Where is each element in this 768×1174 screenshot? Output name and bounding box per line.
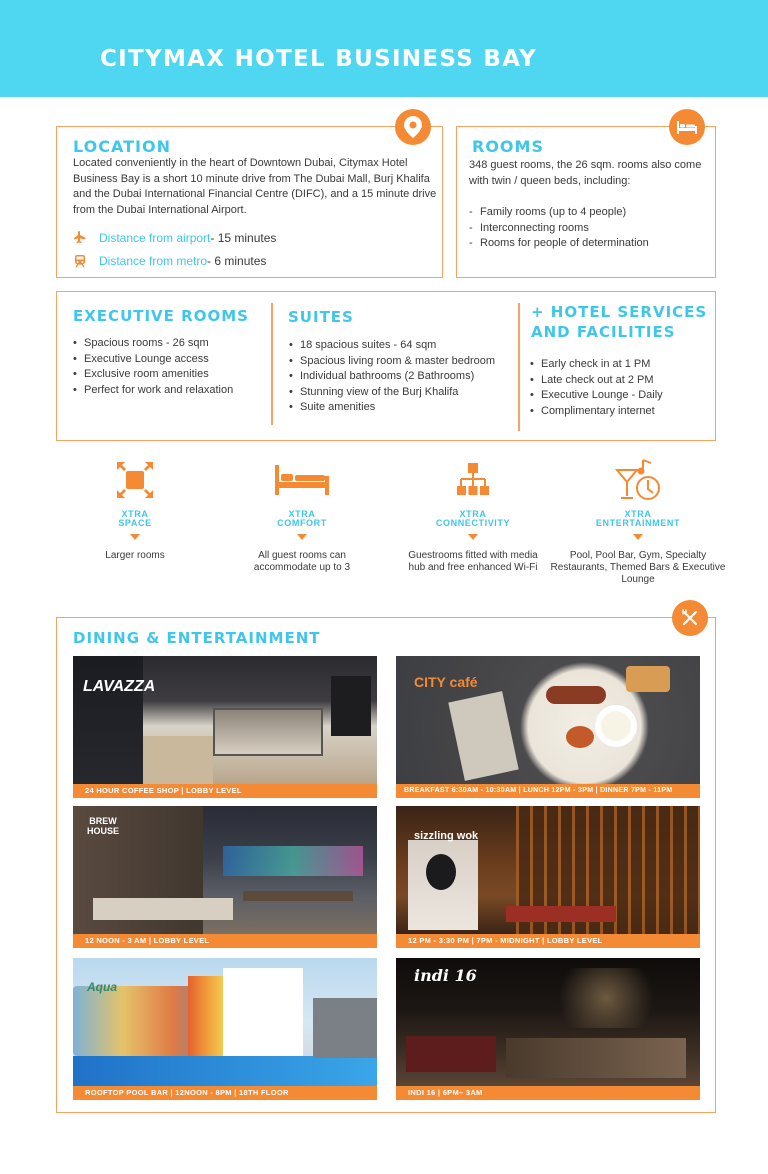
venue-brand: Aqua [87, 980, 117, 994]
venue-brand: indi 16 [414, 966, 477, 985]
venue-photo [396, 806, 700, 934]
services-title-line2: AND FACILITIES [531, 323, 676, 341]
metro-distance-value: - 6 minutes [207, 254, 267, 268]
triangle-marker [130, 534, 140, 540]
feature-title: XTRA [121, 509, 149, 519]
venue-card-indi-16 [396, 958, 700, 1100]
rooms-title: ROOMS [472, 137, 544, 156]
feature-xtra-entertainment [548, 460, 728, 586]
venue-brand: sizzling wok [414, 830, 479, 842]
list-item: • Perfect for work and relaxation [73, 383, 233, 399]
venue-brand: CITY café [414, 674, 478, 690]
venue-card-brew-house [73, 806, 377, 948]
list-item: - Family rooms (up to 4 people) [469, 205, 649, 221]
list-item: • Spacious rooms - 26 sqm [73, 336, 233, 352]
venue-card-aqua [73, 958, 377, 1100]
expand-icon [115, 460, 155, 505]
services-list [530, 357, 663, 419]
plane-icon [73, 231, 87, 245]
metro-distance-label: Distance from metro [99, 254, 208, 268]
cocktail-music-icon [613, 458, 663, 507]
list-item: • Executive Lounge access [73, 352, 233, 368]
venue-card-city-cafe [396, 656, 700, 798]
page-title: CITYMAX HOTEL BUSINESS BAY [100, 46, 538, 72]
airport-distance [73, 231, 276, 245]
divider [271, 303, 273, 425]
divider [518, 303, 520, 431]
metro-distance [73, 254, 266, 268]
feature-title: XTRA [624, 509, 652, 519]
venue-photo [73, 656, 377, 784]
list-item: - Rooms for people of determination [469, 236, 649, 252]
services-title-line1: + HOTEL SERVICES [531, 303, 708, 321]
feature-desc: All guest rooms can accommodate up to 3 [253, 550, 351, 573]
venue-card-sizzling-wok [396, 806, 700, 948]
venue-caption: 24 HOUR COFFEE SHOP | LOBBY LEVEL [73, 784, 377, 798]
list-item: • Exclusive room amenities [73, 367, 233, 383]
triangle-marker [468, 534, 478, 540]
location-text: Located conveniently in the heart of Downtown Dubai, Citymax Hotel Business Bay is a short 10 minute drive from The Dubai Mall, Burj Khalifa and the Dubai International Financial Centre (DIFC), and a 15 minute drive from the Dubai International Airport. [73, 157, 437, 216]
rooms-list [469, 205, 649, 252]
cutlery-icon [672, 600, 708, 636]
feature-title: COMFORT [277, 518, 327, 528]
list-item: - Interconnecting rooms [469, 221, 649, 237]
venue-caption: 12 NOON - 3 AM | LOBBY LEVEL [73, 934, 377, 948]
list-item: • Individual bathrooms (2 Bathrooms) [289, 369, 495, 385]
list-item: • Complimentary internet [530, 404, 663, 420]
venue-brand: BREW HOUSE [86, 816, 119, 836]
suites-list [289, 338, 495, 416]
feature-desc: Guestrooms fitted with media hub and free enhanced Wi-Fi [408, 550, 538, 573]
feature-title: SPACE [118, 518, 152, 528]
feature-title: ENTERTAINMENT [595, 518, 681, 528]
venue-card-coffee-shop [73, 656, 377, 798]
executive-title: EXECUTIVE ROOMS [73, 307, 249, 325]
train-icon [73, 254, 87, 268]
list-item: • Spacious living room & master bedroom [289, 354, 495, 370]
rooms-text: 348 guest rooms, the 26 sqm. rooms also come with twin / queen beds, including: [469, 159, 702, 187]
list-item: • Late check out at 2 PM [530, 373, 663, 389]
suites-title: SUITES [288, 308, 354, 326]
dining-title: DINING & ENTERTAINMENT [73, 629, 321, 647]
list-item: • 18 spacious suites - 64 sqm [289, 338, 495, 354]
network-icon [457, 463, 489, 502]
feature-desc: Pool, Pool Bar, Gym, Specialty Restaurants, Themed Bars & Executive Lounge [550, 550, 726, 585]
triangle-marker [297, 534, 307, 540]
list-item: • Suite amenities [289, 400, 495, 416]
map-pin-icon [395, 109, 431, 145]
feature-xtra-comfort [212, 460, 392, 574]
list-item: • Executive Lounge - Daily [530, 388, 663, 404]
bed-icon [274, 464, 330, 501]
airport-distance-label: Distance from airport [99, 231, 211, 245]
venue-caption: INDI 16 | 6PM– 3AM [396, 1086, 700, 1100]
feature-title: XTRA [288, 509, 316, 519]
venue-caption: 12 PM - 3:30 PM | 7PM - MIDNIGHT | LOBBY LEVEL [396, 934, 700, 948]
triangle-marker [633, 534, 643, 540]
venue-caption: BREAKFAST 6:30AM - 10:30AM | LUNCH 12PM - 3PM | DINNER 7PM - 11PM [396, 784, 700, 798]
venue-brand: LAVAZZA [83, 678, 156, 695]
list-item: • Early check in at 1 PM [530, 357, 663, 373]
feature-xtra-space [45, 460, 225, 562]
venue-caption: ROOFTOP POOL BAR | 12NOON - 8PM | 18TH FLOOR [73, 1086, 377, 1100]
feature-desc: Larger rooms [105, 550, 165, 561]
list-item: • Stunning view of the Burj Khalifa [289, 385, 495, 401]
feature-title: CONNECTIVITY [435, 518, 511, 528]
feature-title: XTRA [459, 509, 487, 519]
bed-icon [669, 109, 705, 145]
venue-photo [73, 958, 377, 1086]
airport-distance-value: - 15 minutes [210, 231, 277, 245]
executive-list [73, 336, 233, 398]
header-banner [0, 0, 768, 97]
location-title: LOCATION [73, 137, 171, 156]
